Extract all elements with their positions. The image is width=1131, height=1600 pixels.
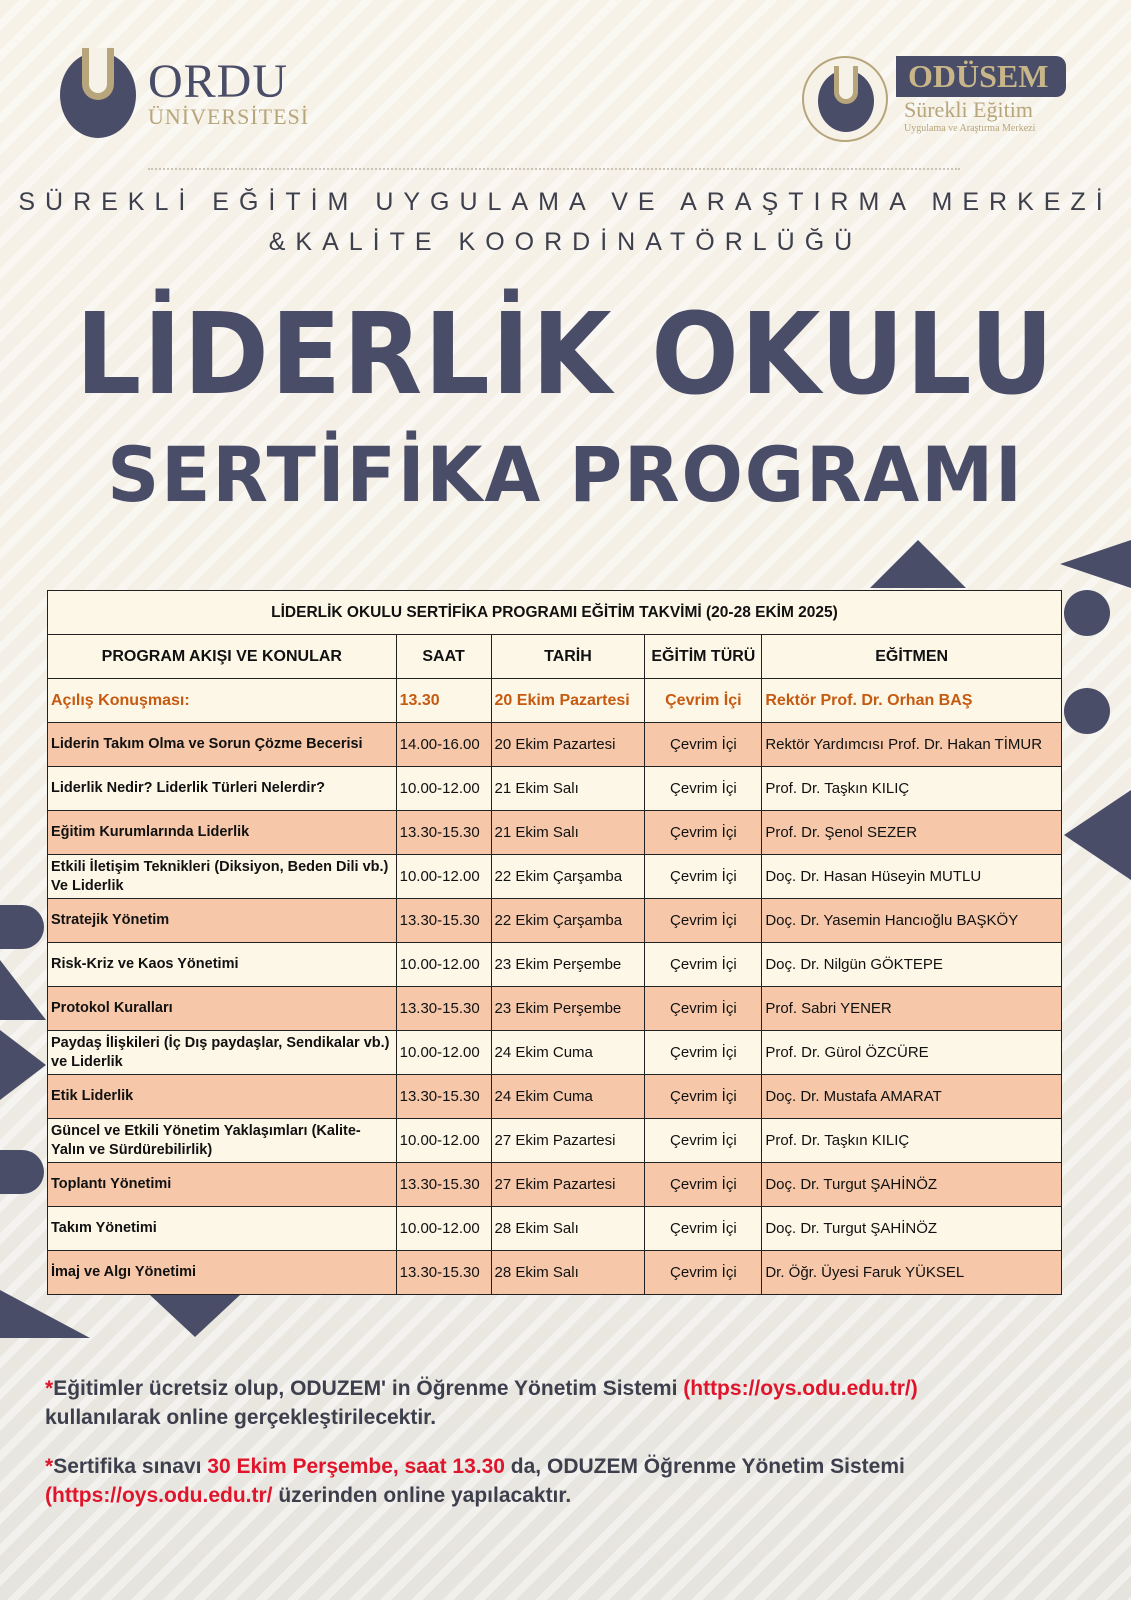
table-row (48, 899, 1062, 943)
topic: Liderlik Nedir? Liderlik Türleri Nelerdir? (48, 767, 397, 811)
date: 24 Ekim Cuma (491, 1031, 645, 1075)
instructor: Dr. Öğr. Üyesi Faruk YÜKSEL (762, 1251, 1062, 1295)
topic: Stratejik Yönetim (48, 899, 397, 943)
logo-sub: ÜNİVERSİTESİ (148, 104, 310, 129)
note-free-training: *Eğitimler ücretsiz olup, ODUZEM' in Öğrenme Yönetim Sistemi (https://oys.odu.edu.tr/) kullanılarak online gerçekleştirilecektir. (45, 1377, 918, 1429)
date: 23 Ekim Perşembe (491, 987, 645, 1031)
decor-circle (1064, 688, 1110, 734)
column-header: TARİH (491, 635, 645, 679)
odusem-line1: Sürekli Eğitim (904, 97, 1033, 122)
topic: Liderin Takım Olma ve Sorun Çözme Becerisi (48, 723, 397, 767)
column-header: EĞİTMEN (762, 635, 1062, 679)
date: 27 Ekim Pazartesi (491, 1119, 645, 1163)
instructor: Prof. Dr. Gürol ÖZCÜRE (762, 1031, 1062, 1075)
odusem-logo (802, 56, 1066, 142)
page-title: LİDERLİK OKULU (75, 290, 1056, 420)
instructor: Doç. Dr. Yasemin Hancıoğlu BAŞKÖY (762, 899, 1062, 943)
instructor: Doç. Dr. Hasan Hüseyin MUTLU (762, 855, 1062, 899)
topic: Protokol Kuralları (48, 987, 397, 1031)
table-row (48, 1207, 1062, 1251)
training-type: Çevrim İçi (645, 899, 762, 943)
time: 13.30-15.30 (396, 1163, 491, 1207)
training-type: Çevrim İçi (645, 723, 762, 767)
training-type: Çevrim İçi (645, 1251, 762, 1295)
time: 10.00-12.00 (396, 1031, 491, 1075)
training-type: Çevrim İçi (645, 1075, 762, 1119)
decor-circle (0, 905, 44, 949)
time: 10.00-12.00 (396, 1119, 491, 1163)
table-title: LİDERLİK OKULU SERTİFİKA PROGRAMI EĞİTİM TAKVİMİ (20-28 EKİM 2025) (48, 591, 1062, 635)
decor-triangle (0, 1030, 46, 1100)
table-row (48, 943, 1062, 987)
training-type: Çevrim İçi (645, 679, 762, 723)
decor-triangle (0, 960, 46, 1020)
instructor: Prof. Dr. Şenol SEZER (762, 811, 1062, 855)
topic: Risk-Kriz ve Kaos Yönetimi (48, 943, 397, 987)
topic: Takım Yönetimi (48, 1207, 397, 1251)
table-row (48, 767, 1062, 811)
opening-row (48, 679, 1062, 723)
university-seal-icon (802, 56, 888, 142)
training-type: Çevrim İçi (645, 1031, 762, 1075)
training-type: Çevrim İçi (645, 1119, 762, 1163)
training-type: Çevrim İçi (645, 855, 762, 899)
time: 13.30-15.30 (396, 811, 491, 855)
table-row (48, 1119, 1062, 1163)
date: 22 Ekim Çarşamba (491, 855, 645, 899)
decor-triangle (1064, 790, 1131, 880)
training-type: Çevrim İçi (645, 987, 762, 1031)
decor-triangle (870, 540, 966, 588)
decor-triangle (1060, 540, 1131, 588)
time: 10.00-12.00 (396, 767, 491, 811)
oys-link[interactable]: (https://oys.odu.edu.tr/ (45, 1484, 273, 1507)
time: 14.00-16.00 (396, 723, 491, 767)
date: 27 Ekim Pazartesi (491, 1163, 645, 1207)
time: 10.00-12.00 (396, 943, 491, 987)
topic: Güncel ve Etkili Yönetim Yaklaşımları (Kalite-Yalın ve Sürdürebilirlik) (48, 1119, 397, 1163)
topic: Toplantı Yönetimi (48, 1163, 397, 1207)
topic: Paydaş İlişkileri (İç Dış paydaşlar, Sendikalar vb.) ve Liderlik (48, 1031, 397, 1075)
page-subtitle: SERTİFİKA PROGRAMI (107, 430, 1024, 519)
topic: Eğitim Kurumlarında Liderlik (48, 811, 397, 855)
date: 20 Ekim Pazartesi (491, 679, 645, 723)
odusem-name: ODÜSEM (896, 56, 1066, 97)
date: 22 Ekim Çarşamba (491, 899, 645, 943)
instructor: Prof. Dr. Taşkın KILIÇ (762, 767, 1062, 811)
instructor: Doç. Dr. Turgut ŞAHİNÖZ (762, 1207, 1062, 1251)
topic: Etkili İletişim Teknikleri (Diksiyon, Beden Dili vb.) Ve Liderlik (48, 855, 397, 899)
time: 13.30 (396, 679, 491, 723)
instructor: Doç. Dr. Mustafa AMARAT (762, 1075, 1062, 1119)
decor-triangle (0, 1290, 90, 1338)
topic: Açılış Konuşması: (48, 679, 397, 723)
odusem-line2: Uygulama ve Araştırma Merkezi (904, 123, 1036, 134)
table-row (48, 987, 1062, 1031)
topic: İmaj ve Algı Yönetimi (48, 1251, 397, 1295)
instructor: Prof. Sabri YENER (762, 987, 1062, 1031)
date: 24 Ekim Cuma (491, 1075, 645, 1119)
instructor: Doç. Dr. Turgut ŞAHİNÖZ (762, 1163, 1062, 1207)
table-row (48, 723, 1062, 767)
subtitle-line1: SÜREKLİ EĞİTİM UYGULAMA VE ARAŞTIRMA MERKEZİ (18, 188, 1113, 216)
decor-triangle (150, 1295, 240, 1337)
training-type: Çevrim İçi (645, 1207, 762, 1251)
date: 23 Ekim Perşembe (491, 943, 645, 987)
university-emblem-icon (60, 52, 136, 138)
decor-circle (1064, 590, 1110, 636)
topic: Etik Liderlik (48, 1075, 397, 1119)
column-header: PROGRAM AKIŞI VE KONULAR (48, 635, 397, 679)
note-certificate-exam: *Sertifika sınavı 30 Ekim Perşembe, saat 13.30 da, ODUZEM Öğrenme Yönetim Sistemi (https://oys.odu.edu.tr/ üzerinden online yapılacaktır. (45, 1455, 905, 1507)
time: 13.30-15.30 (396, 899, 491, 943)
oys-link[interactable]: (https://oys.odu.edu.tr/) (683, 1377, 918, 1400)
subtitle-line2: &KALİTE KOORDİNATÖRLÜĞÜ (268, 228, 863, 256)
time: 10.00-12.00 (396, 1207, 491, 1251)
table-row (48, 811, 1062, 855)
table-title-row (48, 591, 1062, 635)
training-type: Çevrim İçi (645, 1163, 762, 1207)
instructor: Prof. Dr. Taşkın KILIÇ (762, 1119, 1062, 1163)
table-row (48, 1075, 1062, 1119)
date: 28 Ekim Salı (491, 1251, 645, 1295)
training-type: Çevrim İçi (645, 943, 762, 987)
instructor: Doç. Dr. Nilgün GÖKTEPE (762, 943, 1062, 987)
column-header: EĞİTİM TÜRÜ (645, 635, 762, 679)
date: 21 Ekim Salı (491, 767, 645, 811)
training-type: Çevrim İçi (645, 767, 762, 811)
divider (148, 168, 960, 170)
table-row (48, 855, 1062, 899)
time: 13.30-15.30 (396, 987, 491, 1031)
ordu-university-logo (60, 52, 309, 138)
date: 20 Ekim Pazartesi (491, 723, 645, 767)
table-row (48, 1251, 1062, 1295)
logo-name: ORDU (148, 55, 289, 108)
instructor: Rektör Yardımcısı Prof. Dr. Hakan TİMUR (762, 723, 1062, 767)
time: 13.30-15.30 (396, 1251, 491, 1295)
table-row (48, 1163, 1062, 1207)
time: 13.30-15.30 (396, 1075, 491, 1119)
table-header-row (48, 635, 1062, 679)
column-header: SAAT (396, 635, 491, 679)
date: 21 Ekim Salı (491, 811, 645, 855)
time: 10.00-12.00 (396, 855, 491, 899)
instructor: Rektör Prof. Dr. Orhan BAŞ (762, 679, 1062, 723)
date: 28 Ekim Salı (491, 1207, 645, 1251)
table-row (48, 1031, 1062, 1075)
decor-circle (0, 1150, 44, 1194)
schedule-table (47, 590, 1062, 1295)
training-type: Çevrim İçi (645, 811, 762, 855)
